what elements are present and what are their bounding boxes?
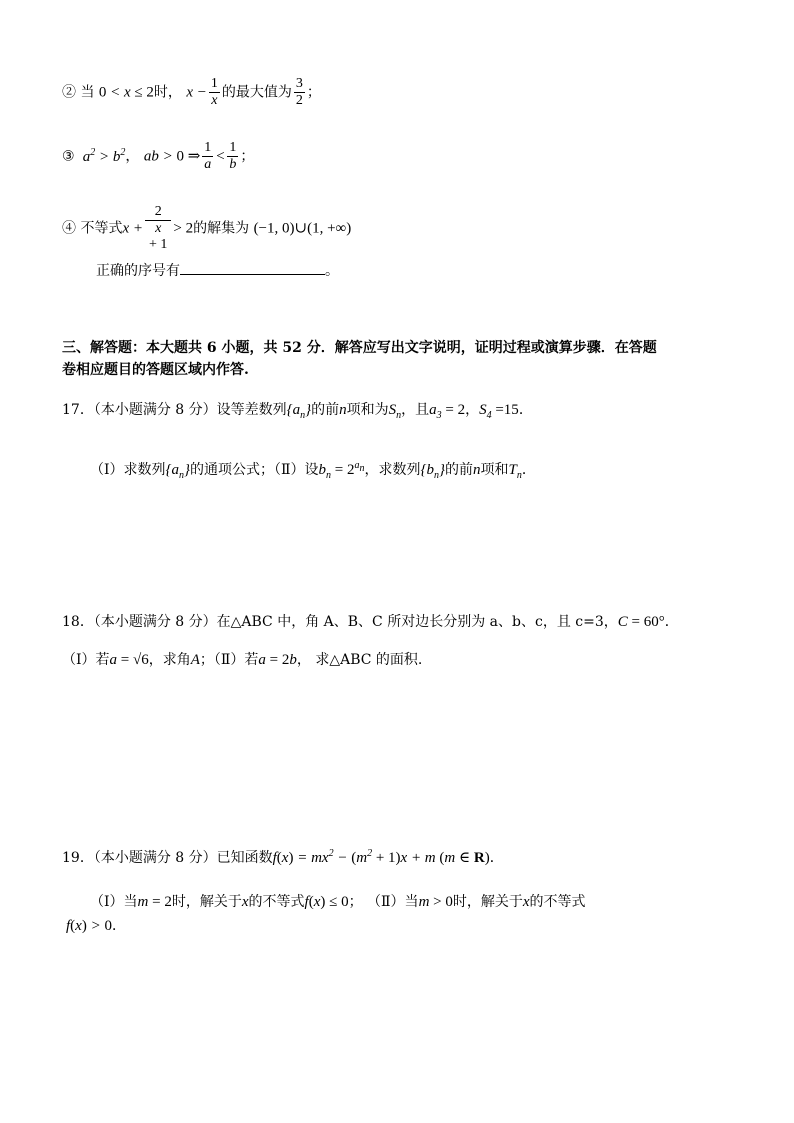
math: A	[190, 652, 200, 668]
item-text: 不等式	[80, 220, 123, 237]
math: 0 < x ≤ 2	[98, 84, 154, 101]
math: m = 2	[137, 894, 172, 910]
math: x −	[186, 84, 207, 101]
item-marker: ②	[62, 84, 76, 101]
answer-blank[interactable]	[180, 260, 325, 275]
math: x	[241, 894, 249, 910]
question-18-parts: （Ⅰ）若a = √6，求角A；（Ⅱ）若a = 2b， 求△ABC 的面积.	[62, 652, 423, 668]
math: $f(x) = mx^2 - (m^2 + 1)x + m$ (m ∈ R)	[272, 848, 490, 866]
item-3: ③ $a^2 > b^2$， ab > 0 ⇒ $\frac{1}{a}$ < $\frac{1}{b}$ ；	[62, 140, 255, 172]
math: $b_n = 2^{a_n}$	[318, 460, 365, 481]
solution-set: (−1, 0)∪(1, +∞)	[253, 220, 352, 237]
math: f(x) > 0	[66, 918, 112, 934]
math: ab > 0 ⇒	[143, 148, 201, 165]
math: f(x) ≤ 0	[304, 894, 349, 910]
fraction-2-over-x-plus-1: 2 x + 1	[145, 204, 171, 253]
math: $\{a_n\}$	[165, 462, 191, 481]
item-text: 当	[80, 84, 95, 101]
fraction-1-over-b: $\frac{1}{b}$	[229, 140, 237, 172]
math: x +	[122, 220, 143, 237]
fraction-1-over-x: $\frac{1}{x}$	[210, 76, 218, 108]
math: n	[339, 402, 347, 418]
math: $\{b_n\}$	[420, 462, 446, 481]
math: $\{a_n\}$	[286, 402, 312, 421]
fraction-1-over-a: $\frac{1}{a}$	[204, 140, 212, 172]
item-4: ④ 不等式x + 2 x + 1 > 2的解集为 (−1, 0)∪(1, +∞)	[62, 204, 352, 252]
item-2: ② 当 0 < x ≤ 2时， x − $\frac{1}{x}$ 的最大值为 $\frac{3}{2}$ ；	[62, 76, 321, 108]
math: C = 60°	[617, 614, 665, 630]
answer-line: 正确的序号有 。	[96, 260, 339, 281]
math: x	[522, 894, 530, 910]
question-18: 18．（本小题满分 8 分）在△ABC 中，角 A、B、C 所对边长分别为 a、b、c，且 c=3，C = 60°．	[62, 614, 679, 630]
answer-prompt: 正确的序号有	[96, 263, 180, 279]
question-17: 17．（本小题满分 8 分）设等差数列$\{a_n\}$的前n项和为$S_n$，且$a_3 = 2$，$S_4 =15$．	[62, 402, 533, 421]
math: $T_n$	[508, 462, 522, 481]
question-17-parts: （Ⅰ）求数列$\{a_n\}$的通项公式；（Ⅱ）设$b_n = 2^{a_n}$，求数列$\{b_n\}$的前n项和$T_n$．	[90, 460, 536, 481]
math: a = √6	[109, 652, 149, 668]
section-heading-line-1: 三、解答题：本大题共 6 小题，共 52 分．解答应写出文字说明，证明过程或演算步骤．在答题	[62, 340, 657, 356]
math: $a^2 > b^2$	[79, 146, 126, 165]
item-marker: ③	[62, 148, 75, 165]
question-19-parts: （Ⅰ）当m = 2时，解关于x的不等式f(x) ≤ 0； （Ⅱ）当m > 0时，解关于x的不等式	[90, 894, 586, 910]
fraction-3-over-2: $\frac{3}{2}$	[295, 76, 303, 108]
math: n	[473, 462, 481, 478]
math: $S_n$	[388, 402, 402, 421]
math: $S_4 =15$	[479, 402, 519, 421]
math: m > 0	[418, 894, 453, 910]
question-19-parts-cont: f(x) > 0．	[66, 918, 126, 934]
section-heading-line-2: 卷相应题目的答题区域内作答.	[62, 362, 249, 378]
math: > 2	[173, 220, 194, 237]
item-marker: ④	[62, 220, 76, 237]
math: a = 2b	[258, 652, 297, 668]
math: $a_3 = 2$	[429, 402, 466, 421]
question-19: 19．（本小题满分 8 分）已知函数$f(x) = mx^2 - (m^2 + 1)x + m$ (m ∈ R)．	[62, 848, 504, 866]
